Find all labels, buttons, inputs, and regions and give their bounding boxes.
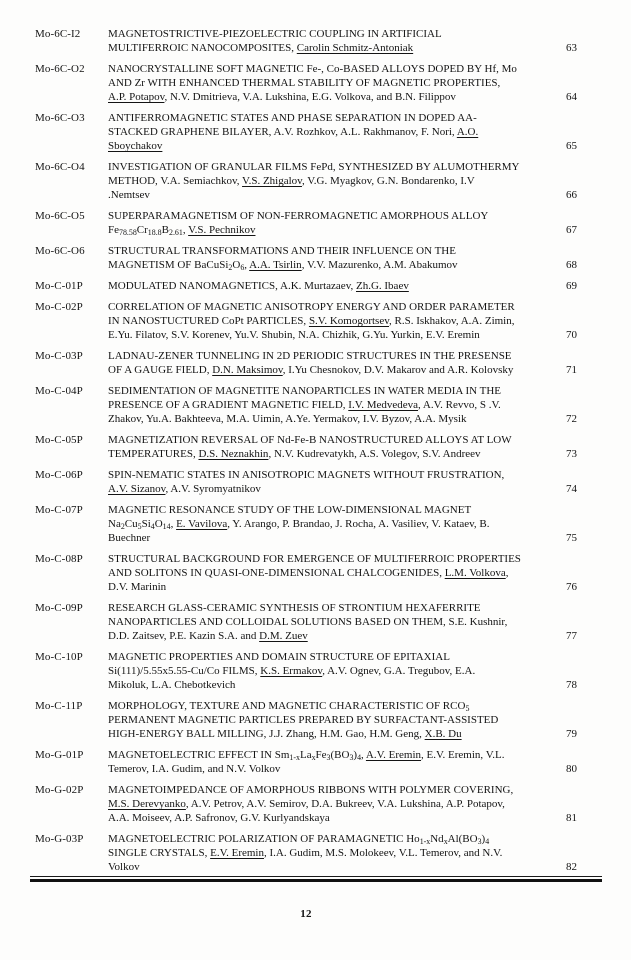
entry-code: Mo-G-02P [35,784,84,796]
entry-title-line: MODULATED NANOMAGNETICS, A.K. Murtazaev, Zh.G. Ibaev [108,280,409,292]
entry-title-line: SUPERPARAMAGNETISM OF NON-FERROMAGNETIC AMORPHOUS ALLOY [108,210,489,222]
entry-page-number: 70 [566,329,577,341]
entry-page-number: 73 [566,448,577,460]
entry-code: Mo-6C-O3 [35,112,85,124]
entry-code: Mo-6C-I2 [35,28,81,40]
entry-title [108,349,541,377]
entry-page-number: 69 [566,280,577,292]
entry-title [108,300,541,342]
entry-title-line: PRESENCE OF A GRADIENT MAGNETIC FIELD, I.V. Medvedeva, A.V. Revvo, S .V. [108,399,501,411]
entry-code: Mo-C-08P [35,553,83,565]
entry-title-line: Temerov, I.A. Gudim, and N.V. Volkov [108,763,281,775]
entry-title-line: A.P. Potapov, N.V. Dmitrieva, V.A. Lukshina, E.G. Volkova, and B.N. Filippov [108,91,456,103]
entry-code: Mo-6C-O2 [35,63,85,75]
entry-title-line: MAGNETISM OF $BaCuSi_2O_6$, A.A. Tsirlin, V.V. Mazurenko, A.M. Abakumov [108,259,458,272]
entry-page-number: 75 [566,532,577,544]
entry-title-line: MAGNETOIMPEDANCE OF AMORPHOUS RIBBONS WITH POLYMER COVERING, [108,784,514,796]
entry-title-line: Zhakov, Yu.A. Bakhteeva, M.A. Uimin, A.Ye. Yermakov, I.V. Byzov, A.A. Mysik [108,413,467,425]
entry-title-line: NANOPARTICLES AND COLLOIDAL SOLUTIONS BASED ON THEM, S.E. Kushnir, [108,616,508,628]
entry-page-number: 68 [566,259,577,271]
entry-page-number: 64 [566,91,577,103]
entry-title-line: MAGNETIC PROPERTIES AND DOMAIN STRUCTURE OF EPITAXIAL [108,651,450,663]
toc-entry [35,300,577,342]
entry-code: Mo-6C-O4 [35,161,85,173]
toc-entry [35,468,577,496]
entry-page-number: 78 [566,679,577,691]
toc-entry [35,783,577,825]
toc-entry [35,111,577,153]
footer-rule [30,876,602,882]
entry-title-line: METHOD, V.A. Semiachkov, V.S. Zhigalov, V.G. Myagkov, G.N. Bondarenko, I.V [108,175,475,187]
entry-code: Mo-C-01P [35,280,83,292]
entry-title [108,503,541,545]
entry-title-line: RESEARCH GLASS-CERAMIC SYNTHESIS OF STRONTIUM HEXAFERRITE [108,602,481,614]
entry-title [108,62,541,104]
toc-entry [35,244,577,272]
entry-title [108,783,541,825]
entry-title-line: Buechner [108,532,151,544]
entry-title-line: STRUCTURAL BACKGROUND FOR EMERGENCE OF MULTIFERROIC PROPERTIES [108,553,521,565]
toc-entry [35,160,577,202]
entry-title-line: MAGNETIZATION REVERSAL OF Nd-Fe-B NANOSTRUCTURED ALLOYS AT LOW [108,434,512,446]
entry-title-line: AND SOLITONS IN QUASI-ONE-DIMENSIONAL CHALCOGENIDES, L.M. Volkova, [108,567,509,579]
entry-title [108,748,541,776]
entry-title-line: Sboychakov [108,140,163,152]
entry-code: Mo-6C-O6 [35,245,85,257]
entry-code: Mo-6C-O5 [35,210,85,222]
toc-entry [35,503,577,545]
entry-code: Mo-G-01P [35,749,84,761]
entry-page-number: 74 [566,483,577,495]
entry-title-line: $Fe_{78.58}Cr_{18.8}B_{2.61}$, V.S. Pechnikov [108,224,256,237]
entry-title-line: SINGLE CRYSTALS, E.V. Eremin, I.A. Gudim, M.S. Molokeev, V.L. Temerov, and N.V. [108,847,503,859]
entry-code: Mo-C-07P [35,504,83,516]
entry-title [108,384,541,426]
entry-title [108,27,541,55]
entry-title-line: IN NANOSTUCTURED CoPt PARTICLES, S.V. Komogortsev, R.S. Iskhakov, A.A. Zimin, [108,315,515,327]
entry-page-number: 71 [566,364,577,376]
toc-entry [35,279,577,293]
entry-title-line: MORPHOLOGY, TEXTURE AND MAGNETIC CHARACTERISTIC OF $RCO_5$ [108,700,470,713]
entry-page-number: 77 [566,630,577,642]
entry-title-line: CORRELATION OF MAGNETIC ANISOTROPY ENERGY AND ORDER PARAMETER [108,301,515,313]
entry-page-number: 67 [566,224,577,236]
entry-code: Mo-C-03P [35,350,83,362]
entry-code: Mo-G-03P [35,833,84,845]
entry-title [108,552,541,594]
entry-code: Mo-C-09P [35,602,83,614]
entry-code: Mo-C-06P [35,469,83,481]
entry-title-line: E.Yu. Filatov, S.V. Korenev, Yu.V. Shubin, N.A. Chizhik, G.Yu. Yurkin, E.V. Eremin [108,329,480,341]
entry-page-number: 81 [566,812,577,824]
entry-title-line: MAGNETOSTRICTIVE-PIEZOELECTRIC COUPLING IN ARTIFICIAL [108,28,442,40]
entry-page-number: 65 [566,140,577,152]
entry-title-line: Volkov [108,861,140,873]
entry-title [108,244,541,272]
entry-title [108,832,541,874]
entry-page-number: 76 [566,581,577,593]
entry-title-line: A.A. Moiseev, A.P. Safronov, G.V. Kurlyandskaya [108,812,330,824]
entry-title-line: LADNAU-ZENER TUNNELING IN 2D PERIODIC STRUCTURES IN THE PRESENSE [108,350,512,362]
entry-title-line: MAGNETOELECTRIC EFFECT IN $Sm_{1-x}La_xFe_3(BO_3)_4$, A.V. Eremin, E.V. Eremin, V.L. [108,749,505,762]
toc-entry [35,209,577,237]
entry-title-line: M.S. Derevyanko, A.V. Petrov, A.V. Semirov, D.A. Bukreev, V.A. Lukshina, A.P. Potapov, [108,798,505,810]
entry-code: Mo-C-10P [35,651,83,663]
toc-entry [35,832,577,874]
entry-title-line: STACKED GRAPHENE BILAYER, A.V. Rozhkov, A.L. Rakhmanov, F. Nori, A.O. [108,126,479,138]
entry-title-line: Mikoluk, L.A. Chebotkevich [108,679,236,691]
entry-page-number: 80 [566,763,577,775]
entry-title [108,601,541,643]
toc-entry [35,27,577,55]
entry-title [108,209,541,237]
entry-title [108,279,541,293]
entry-title-line: MAGNETOELECTRIC POLARIZATION OF PARAMAGNETIC $Ho_{1-x}Nd_xAl(BO_3)_4$ [108,833,490,846]
entry-page-number: 82 [566,861,577,873]
entry-page-number: 79 [566,728,577,740]
entry-title-line: TEMPERATURES, D.S. Neznakhin, N.V. Kudrevatykh, A.S. Volegov, S.V. Andreev [108,448,481,460]
entry-title-line: OF A GAUGE FIELD, D.N. Maksimov, I.Yu Chesnokov, D.V. Makarov and A.R. Kolovsky [108,364,514,376]
entry-title-line: Si(111)/5.55x5.55-Cu/Co FILMS, K.S. Ermakov, A.V. Ognev, G.A. Tregubov, E.A. [108,665,476,677]
entry-page-number: 72 [566,413,577,425]
entry-title-line: D.D. Zaitsev, P.E. Kazin S.A. and D.M. Zuev [108,630,308,642]
entry-title-line: MAGNETIC RESONANCE STUDY OF THE LOW-DIMENSIONAL MAGNET [108,504,472,516]
toc-list [35,27,577,881]
entry-code: Mo-C-02P [35,301,83,313]
entry-title-line: .Nemtsev [108,189,150,201]
toc-entry [35,699,577,741]
entry-title-line: HIGH-ENERGY BALL MILLING, J.J. Zhang, H.M. Gao, H.M. Geng, X.B. Du [108,728,462,740]
entry-title-line: D.V. Marinin [108,581,167,593]
entry-title-line: STRUCTURAL TRANSFORMATIONS AND THEIR INFLUENCE ON THE [108,245,456,257]
entry-title-line: AND Zr WITH ENHANCED THERMAL STABILITY OF MAGNETIC PROPERTIES, [108,77,501,89]
entry-title-line: PERMANENT MAGNETIC PARTICLES PREPARED BY SURFACTANT-ASSISTED [108,714,499,726]
entry-title [108,650,541,692]
entry-code: Mo-C-04P [35,385,83,397]
entry-title-line: $Na_2Cu_5Si_4O_{14}$, E. Vavilova, Y. Arango, P. Brandao, J. Rocha, A. Vasiliev, V. Kataev, B. [108,518,490,531]
page-footer-number: 12 [300,908,312,920]
entry-title-line: MULTIFERROIC NANOCOMPOSITES, Carolin Schmitz-Antoniak [108,42,414,54]
entry-code: Mo-C-05P [35,434,83,446]
toc-entry [35,650,577,692]
entry-title-line: ANTIFERROMAGNETIC STATES AND PHASE SEPARATION IN DOPED AA- [108,112,477,124]
entry-title-line: SPIN-NEMATIC STATES IN ANISOTROPIC MAGNETS WITHOUT FRUSTRATION, [108,469,505,481]
toc-entry [35,433,577,461]
entry-page-number: 66 [566,189,577,201]
entry-title [108,699,541,741]
entry-title [108,160,541,202]
entry-page-number: 63 [566,42,577,54]
entry-title-line: INVESTIGATION OF GRANULAR FILMS FePd, SYNTHESIZED BY ALUMOTHERMY [108,161,520,173]
entry-code: Mo-C-11P [35,700,83,712]
entry-title [108,433,541,461]
toc-entry [35,552,577,594]
toc-entry [35,349,577,377]
toc-entry [35,601,577,643]
toc-entry [35,384,577,426]
entry-title [108,468,541,496]
entry-title-line: SEDIMENTATION OF MAGNETITE NANOPARTICLES IN WATER MEDIA IN THE [108,385,502,397]
entry-title-line: NANOCRYSTALLINE SOFT MAGNETIC Fe-, Co-BASED ALLOYS DOPED BY Hf, Mo [108,63,517,75]
entry-title [108,111,541,153]
toc-entry [35,62,577,104]
toc-entry [35,748,577,776]
entry-title-line: A.V. Sizanov, A.V. Syromyatnikov [108,483,261,495]
